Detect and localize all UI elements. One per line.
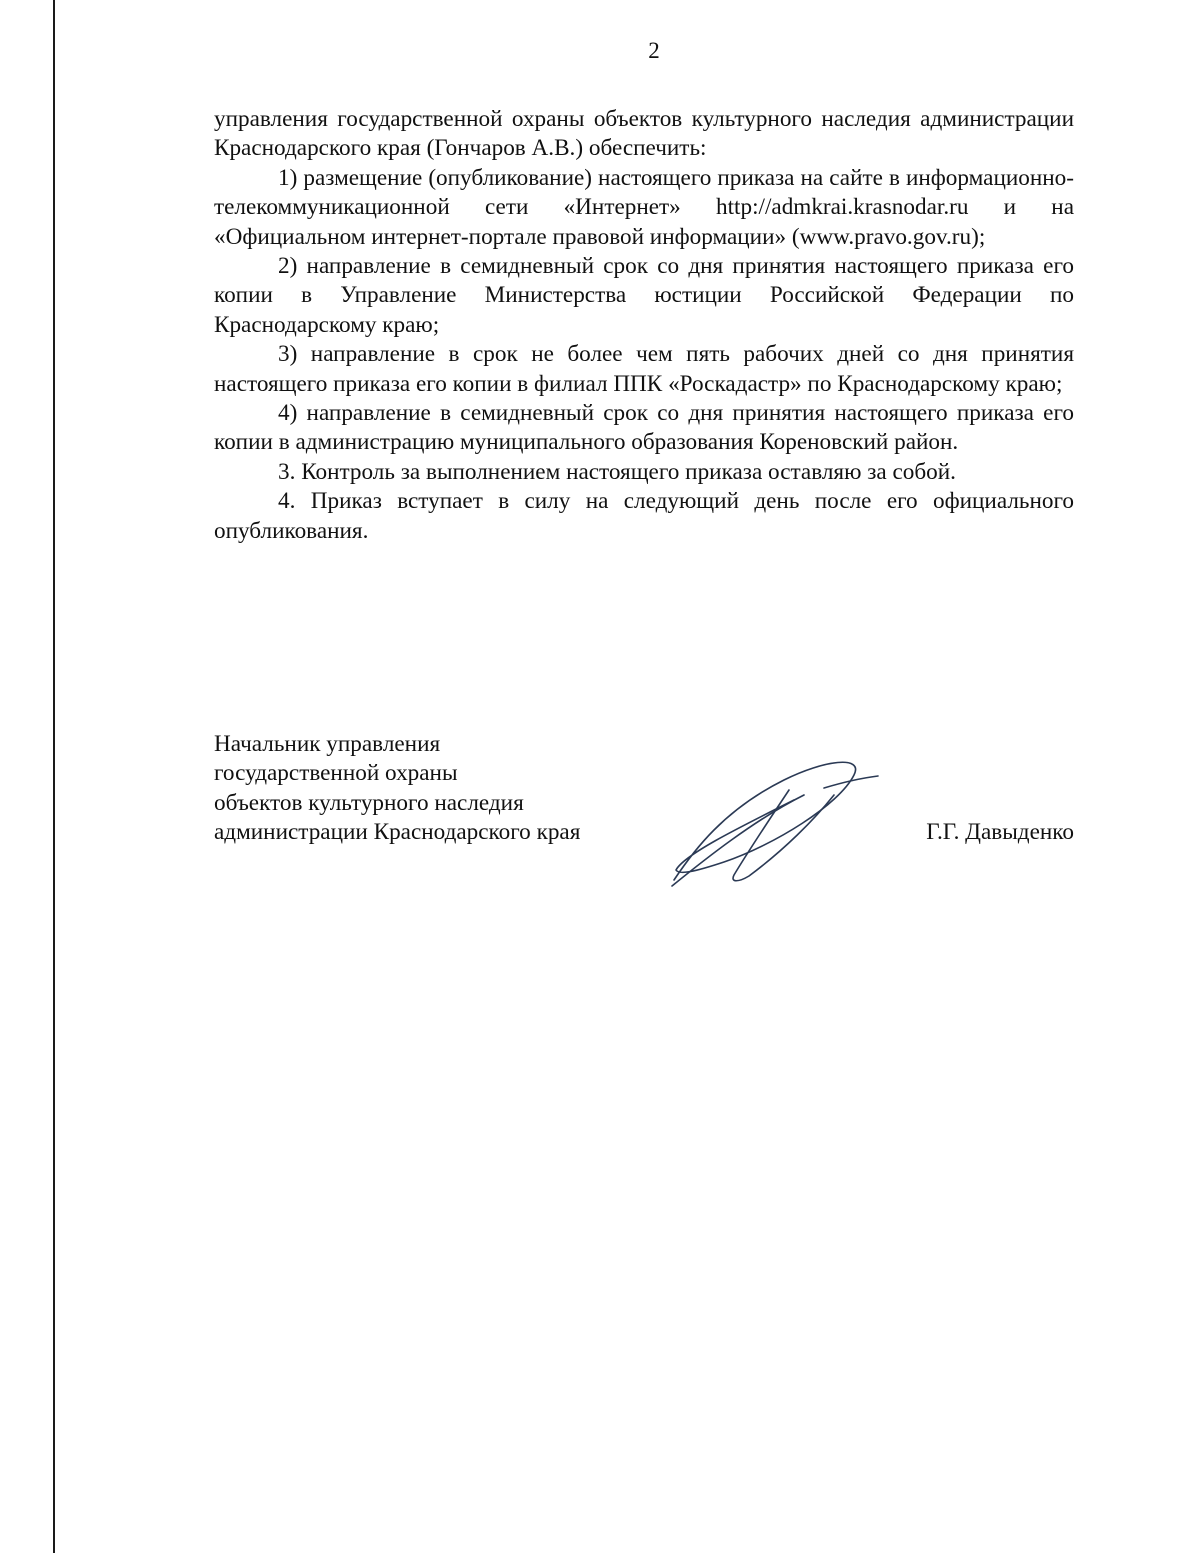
page-number: 2 [648,38,660,63]
signatory-title-line: Начальник управления [214,731,441,757]
handwritten-signature [664,750,884,890]
paragraph-effective: 4. Приказ вступает в силу на следующий день после его официального опубликования. [214,488,1074,544]
signatory-title-line: объектов культурного наследия [214,789,524,816]
signatory-title-line: администрации Краснодарского края [214,819,581,846]
left-margin-rule [53,0,55,1553]
paragraph-item-4: 4) направление в семидневный срок со дня принятия настоящего приказа его копии в администрацию муниципального образования Кореновский район. [214,400,1074,456]
paragraph-item-3: 3) направление в срок не более чем пять рабочих дней со дня принятия настоящего приказа его копии в филиал ППК «Роскадастр» по Краснодарскому краю; [214,341,1074,397]
paragraph-item-1: 1) размещение (опубликование) настоящего приказа на сайте в информационно-телекоммуникационной сети «Интернет» http://admkrai.krasnodar.ru и на «Официальном интернет-портале правовой информации» (www.pravo.gov.ru); [214,164,1074,250]
signature-block [214,730,1074,910]
document-body [214,105,1074,546]
paragraph-control: 3. Контроль за выполнением настоящего приказа оставляю за собой. [278,458,956,485]
paragraph-intro: управления государственной охраны объектов культурного наследия администрации Краснодарского края (Гончаров А.В.) обеспечить: [214,106,1074,162]
paragraph-item-2: 2) направление в семидневный срок со дня принятия настоящего приказа его копии в Управление Министерства юстиции Российской Федерации по Краснодарскому краю; [214,253,1074,338]
signatory-name: Г.Г. Давыденко [926,819,1074,845]
signatory-title-line: государственной охраны [214,760,458,787]
